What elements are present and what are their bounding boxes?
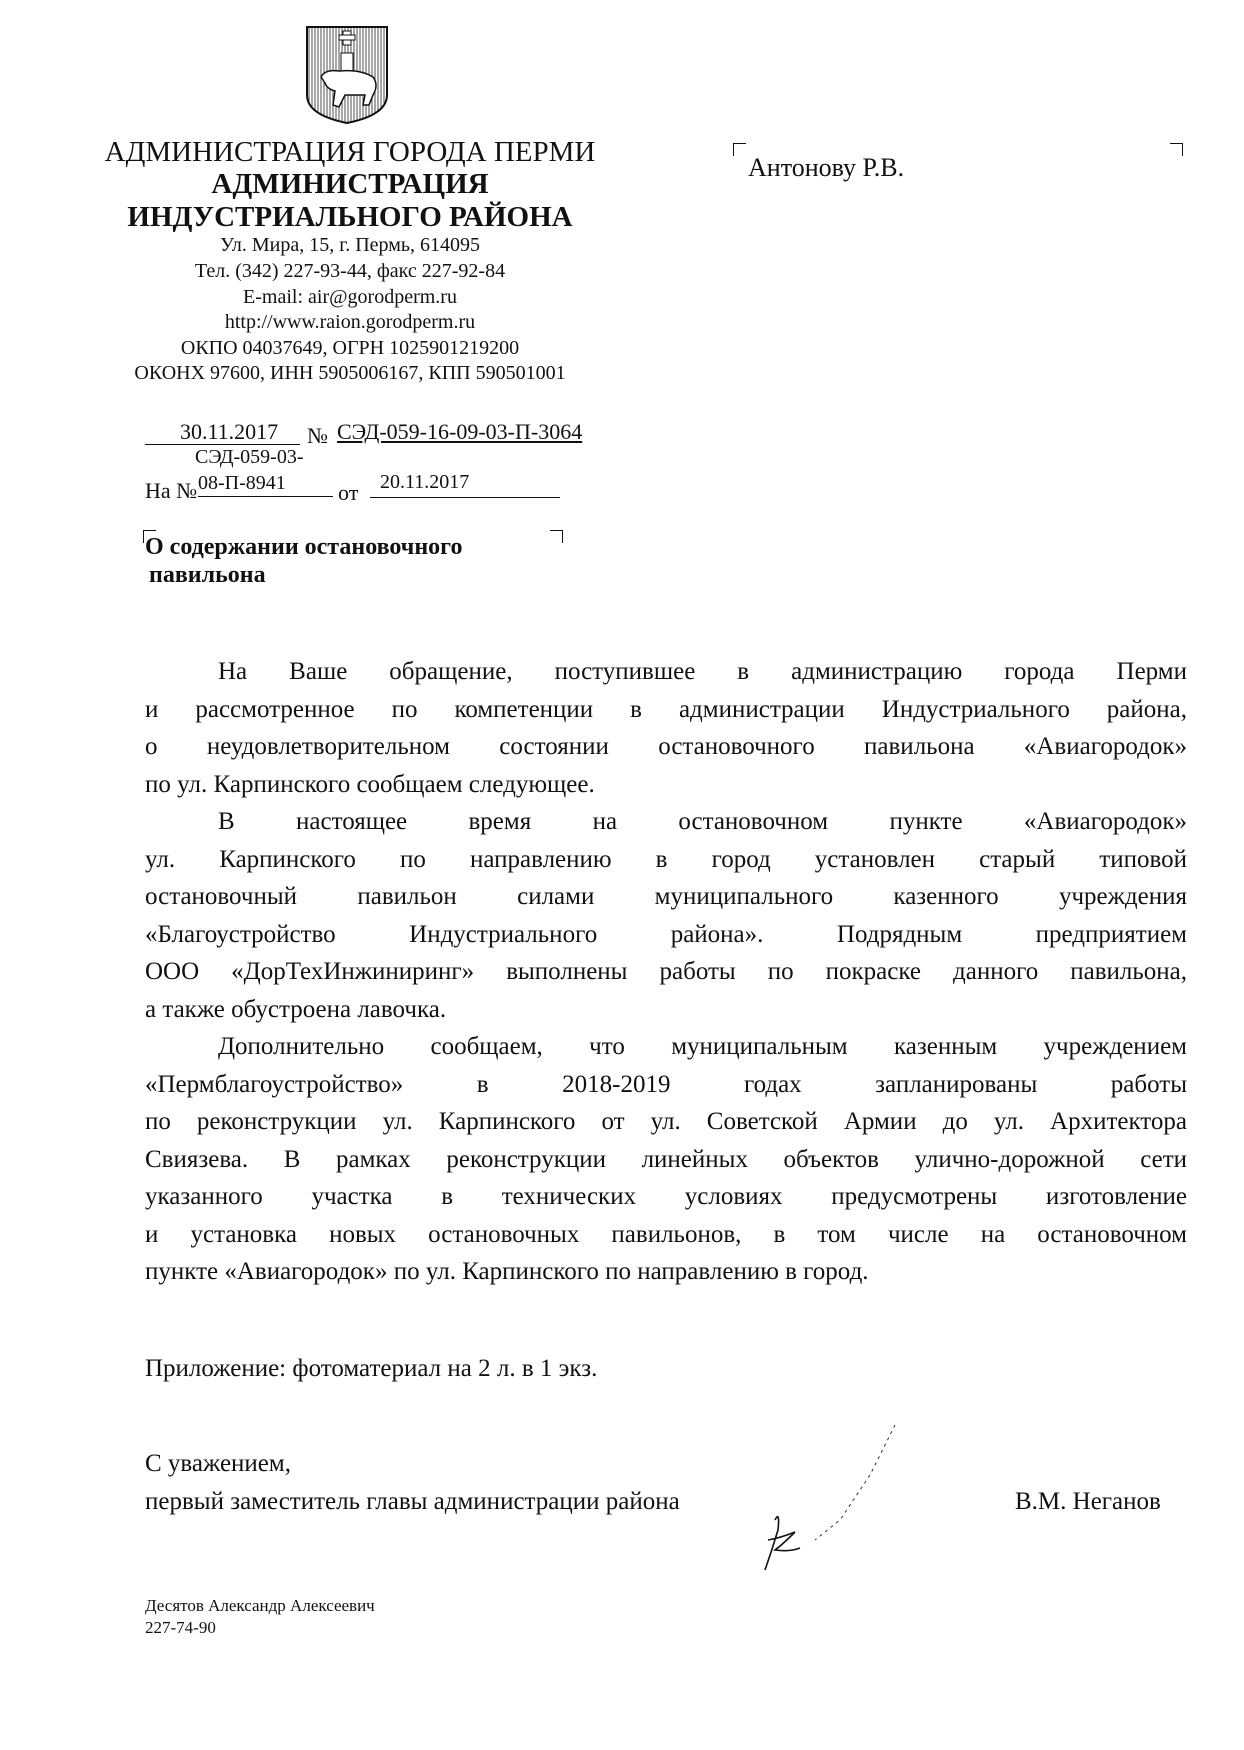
- in-reply-number-part2: 08-П-8941: [198, 470, 333, 497]
- attachment-note: Приложение: фотоматериал на 2 л. в 1 экз.: [145, 1355, 598, 1382]
- sender-district-name: ИНДУСТРИАЛЬНОГО РАЙОНА: [127, 201, 573, 233]
- in-reply-number-part1: СЭД-059-03-: [195, 446, 304, 468]
- sender-address: Ул. Мира, 15, г. Пермь, 614095: [220, 234, 480, 256]
- coat-of-arms-logo: [305, 25, 389, 125]
- outgoing-date-field: [145, 420, 300, 445]
- sender-city-admin: АДМИНИСТРАЦИЯ ГОРОДА ПЕРМИ: [104, 136, 596, 168]
- sender-website: http://www.raion.gorodperm.ru: [224, 311, 476, 333]
- body-line: по реконструкции ул. Карпинского от ул. Советской Армии до ул. Архитектора: [145, 1108, 1187, 1135]
- outgoing-number-label: №: [307, 423, 328, 448]
- executor-name: Десятов Александр Алексеевич: [145, 1596, 375, 1615]
- handwritten-signature: [720, 1420, 910, 1580]
- body-line: а также обустроена лавочка.: [145, 995, 447, 1023]
- body-line: ул. Карпинского по направлению в город установлен старый типовой: [145, 845, 1187, 873]
- body-line: «Благоустройство Индустриального района». Подрядным предприятием: [145, 920, 1187, 948]
- closing-regards: С уважением,: [145, 1450, 291, 1477]
- subject-line: О содержании остановочного: [145, 534, 463, 560]
- body-line: Свиязева. В рамках реконструкции линейных объектов улично-дорожной сети: [145, 1145, 1187, 1173]
- executor: [145, 1595, 375, 1639]
- in-reply-from-label: от: [338, 480, 359, 505]
- signer-name: В.М. Неганов: [1015, 1488, 1161, 1515]
- body-paragraph-2: [145, 803, 1187, 1028]
- signer-position: первый заместитель главы администрации района: [145, 1488, 680, 1515]
- outgoing-number: [337, 420, 582, 444]
- sender-email: E-mail: air@gorodperm.ru: [243, 286, 457, 308]
- body-paragraph-3: [145, 1028, 1187, 1291]
- body-line: Дополнительно сообщаем, что муниципальным казенным учреждением: [218, 1033, 1187, 1060]
- corner-mark: [1170, 143, 1183, 156]
- sender-phone: Тел. (342) 227-93-44, факс 227-92-84: [194, 260, 506, 282]
- body-line: о неудовлетворительном состоянии остановочного павильона «Авиагородок»: [145, 733, 1187, 760]
- in-reply-label: На №: [145, 478, 198, 503]
- body-line: по ул. Карпинского сообщаем следующее.: [145, 770, 595, 798]
- executor-phone: 227-74-90: [145, 1618, 216, 1637]
- body-line: пункте «Авиагородок» по ул. Карпинского по направлению в город.: [145, 1258, 869, 1285]
- corner-mark: [550, 530, 563, 543]
- corner-mark: [733, 143, 746, 156]
- subject-line: павильона: [149, 562, 266, 588]
- sender-district-admin: АДМИНИСТРАЦИЯ: [211, 168, 489, 200]
- body-line: ООО «ДорТехИнжиниринг» выполнены работы по покраске данного павильона,: [145, 958, 1187, 985]
- outgoing-date: 30.11.2017: [180, 419, 279, 444]
- body-line: В настоящее время на остановочном пункте «Авиагородок»: [218, 808, 1187, 835]
- body-line: и установка новых остановочных павильонов, в том числе на остановочном: [145, 1220, 1187, 1248]
- subject: [145, 533, 462, 589]
- sender-codes-2: ОКОНХ 97600, ИНН 5905006167, КПП 590501001: [134, 362, 566, 384]
- body-line: На Ваше обращение, поступившее в администрацию города Перми: [218, 658, 1187, 685]
- body-line: указанного участка в технических условиях предусмотрены изготовление: [145, 1183, 1187, 1210]
- body-line: и рассмотренное по компетенции в администрации Индустриального района,: [145, 695, 1187, 723]
- sender-codes-1: ОКПО 04037649, ОГРН 1025901219200: [180, 337, 520, 359]
- body-line: «Пермблагоустройство» в 2018-2019 годах запланированы работы: [145, 1070, 1187, 1098]
- body-line: остановочный павильон силами муниципального казенного учреждения: [145, 883, 1187, 910]
- body-paragraph-1: [145, 653, 1187, 803]
- outgoing-number-text: СЭД-059-16-09-03-П-3064: [337, 419, 583, 444]
- in-reply-date: 20.11.2017: [370, 467, 560, 498]
- recipient-name: Антонову Р.В.: [748, 153, 905, 182]
